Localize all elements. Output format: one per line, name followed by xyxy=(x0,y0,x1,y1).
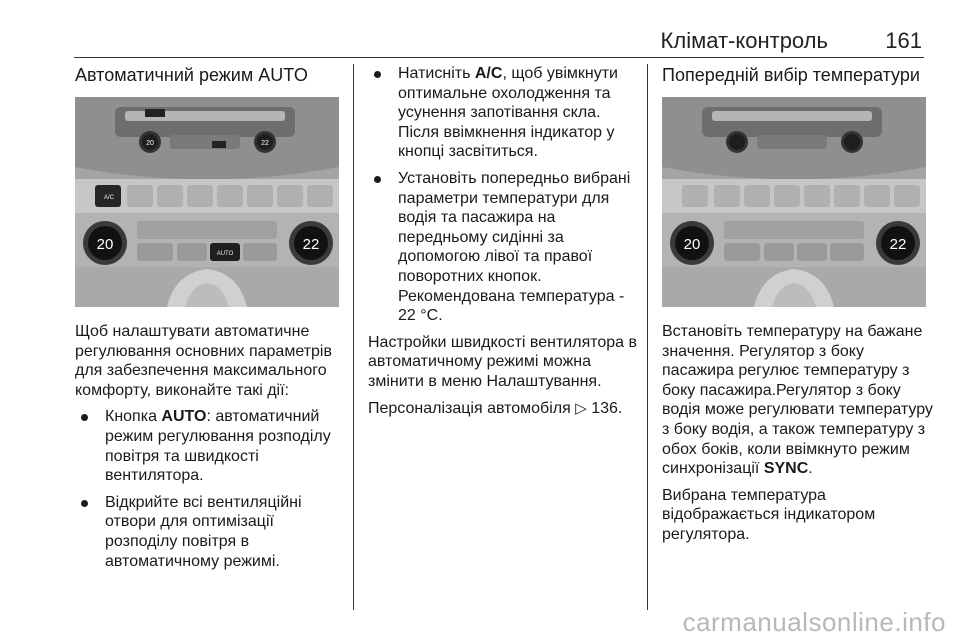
bullet-text-suffix: : автоматичний режим регулювання розподілу повітря та швидкості вентилятора. xyxy=(105,408,331,485)
climate-panel-figure-temperature xyxy=(662,97,926,307)
reference-page: 136. xyxy=(586,399,623,417)
left-temp-knob-value: 20 xyxy=(96,236,114,253)
right-temp-knob-value: 22 xyxy=(302,236,320,253)
page-number: 161 xyxy=(885,28,922,53)
left-temp-knob-value: 20 xyxy=(683,236,701,253)
bullet-text: Відкрийте всі вентиляційні отвори для оптимізації розподілу повітря в автоматичному режимі. xyxy=(105,493,302,570)
middle-column xyxy=(368,64,638,425)
bullet-icon xyxy=(81,500,88,507)
column-divider-right xyxy=(647,64,648,610)
small-left-temp: 20 xyxy=(146,140,154,147)
list-item xyxy=(75,407,345,485)
page-header-title: Клімат-контроль xyxy=(660,28,828,53)
right-temp-knob-value: 22 xyxy=(889,236,907,253)
right-column xyxy=(662,64,932,86)
list-item xyxy=(368,169,638,326)
header-rule xyxy=(74,57,924,58)
left-column xyxy=(75,64,345,86)
auto-intro-paragraph: Щоб налаштувати автоматичне регулювання основних параметрів для забезпечення максимального комфорту, виконайте такі дії: xyxy=(75,323,332,399)
climate-panel-figure-auto xyxy=(75,97,339,307)
fan-speed-paragraph: Настройки швидкості вентилятора в автоматичному режимі можна змінити в меню Налаштування. xyxy=(368,333,638,390)
ac-bullet-list xyxy=(368,64,638,326)
small-right-temp: 22 xyxy=(261,140,269,147)
column-divider-left xyxy=(353,64,354,610)
bullet-text-bold: AUTO xyxy=(161,408,207,426)
selected-temperature-paragraph: Вибрана температура відображається індикатором регулятора. xyxy=(662,486,876,543)
sync-label: SYNC xyxy=(763,460,809,478)
bullet-icon xyxy=(374,176,381,183)
bullet-text-prefix: Кнопка xyxy=(105,408,162,426)
section-heading-temperature: Попередній вибір температури xyxy=(662,65,920,85)
bullet-text-prefix: Натисніть xyxy=(398,65,475,82)
arrow-ref-icon: ▷ xyxy=(575,399,587,417)
auto-button-label: AUTO xyxy=(216,251,234,257)
watermark: carmanualsonline.info xyxy=(682,607,946,637)
temperature-instruction-end: . xyxy=(808,460,813,478)
list-item xyxy=(75,493,345,571)
reference-text: Персоналізація автомобіля xyxy=(368,399,576,417)
bullet-text-suffix: , щоб увімкнути оптимальне охолодження та усунення запотівання скла. Після ввімкнення індикатор у кнопці засвітиться. xyxy=(398,65,618,161)
section-heading-auto: Автоматичний режим AUTO xyxy=(75,65,308,85)
list-item xyxy=(368,64,638,162)
right-column-body xyxy=(662,322,934,552)
bullet-icon xyxy=(81,414,88,421)
bullet-text: Установіть попередньо вибрані параметри температури для водія та пасажира на передньому сидінні за допомогою лівої та правої поворотних кнопок. Рекомендована температура - 22 °C. xyxy=(398,169,631,325)
auto-bullet-list xyxy=(75,407,345,571)
bullet-text-bold: A/C xyxy=(474,65,503,82)
temperature-instruction-text: Встановіть температуру на бажане значення. Регулятор з боку пасажира регулює температуру з боку пасажира.Регулятор з боку водія може регулювати температуру з боку водія, а також температуру з обох боків, коли ввімкнуто режим синхронізації xyxy=(662,323,933,478)
personalization-reference xyxy=(368,399,638,419)
left-column-body xyxy=(75,322,345,578)
bullet-icon xyxy=(374,71,381,78)
temperature-instruction-paragraph xyxy=(662,322,934,479)
ac-button-label: A/C xyxy=(103,195,115,201)
